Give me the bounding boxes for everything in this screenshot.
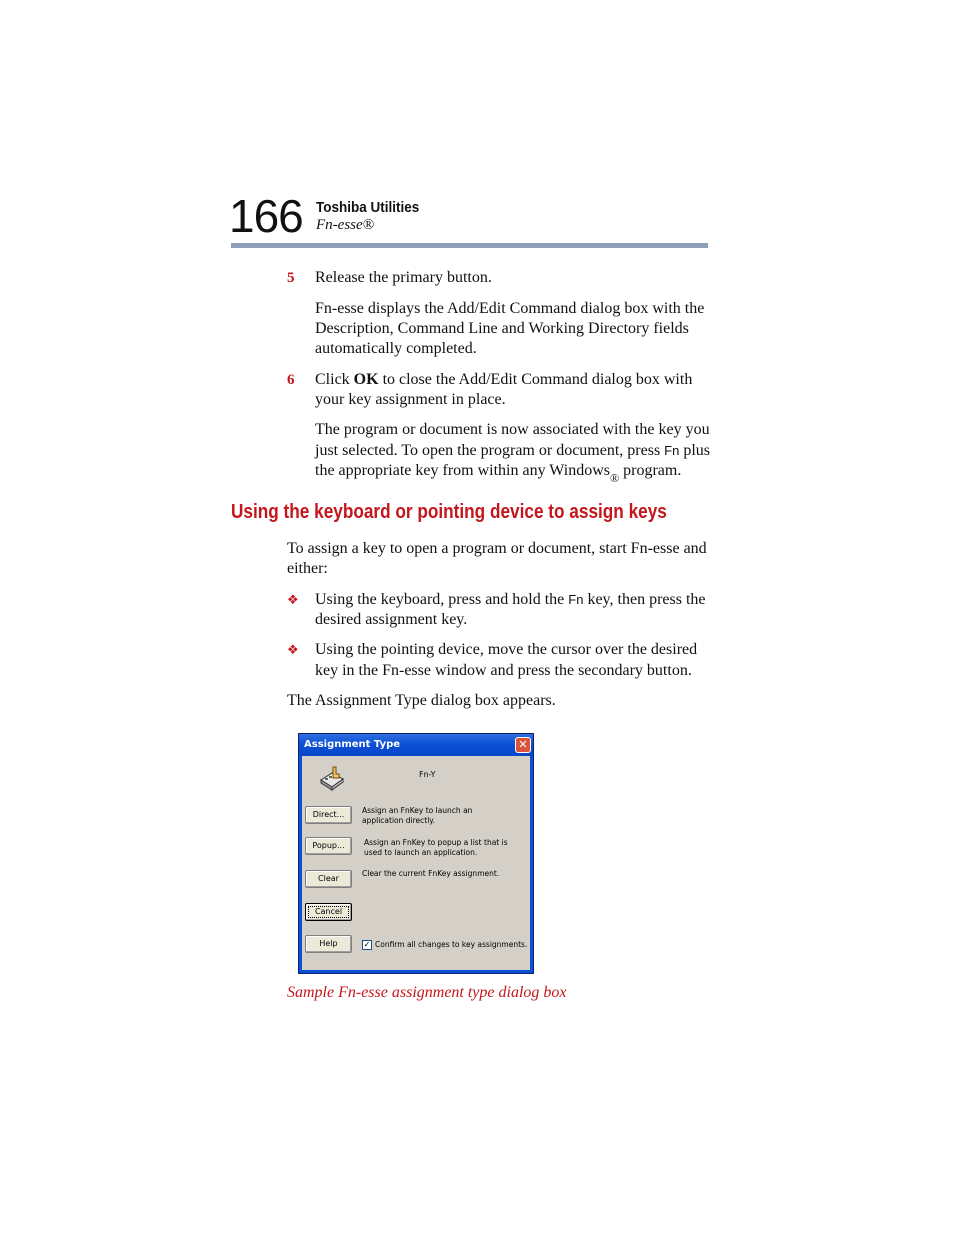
confirm-checkbox[interactable]: ✓ — [363, 940, 371, 949]
clear-description: Clear the current FnKey assignment. — [362, 869, 500, 878]
fn-key: Fn — [568, 592, 584, 607]
direct-description-line: application directly. — [362, 816, 436, 825]
after-text: The Assignment Type dialog box appears. — [287, 692, 556, 709]
step-5-followup-line: Description, Command Line and Working Directory fields — [315, 320, 689, 337]
bullet-line — [315, 590, 706, 611]
text-span: the appropriate key from within any Windows — [315, 462, 610, 479]
fn-key-label: Fn-Y — [419, 770, 436, 779]
popup-button[interactable]: Popup... — [305, 837, 352, 855]
text-span: plus — [679, 442, 711, 459]
text-span: program. — [619, 462, 682, 479]
fn-key: Fn — [664, 443, 680, 458]
bullet-line: key in the Fn-esse window and press the secondary button. — [315, 662, 692, 679]
section-title: Fn-esse® — [316, 217, 375, 233]
text-span: just selected. To open the program or document, press — [315, 442, 665, 459]
bullet-icon — [287, 590, 299, 611]
step-5-followup-line: Fn-esse displays the Add/Edit Command dialog box with the — [315, 300, 705, 317]
chapter-title: Toshiba Utilities — [316, 199, 420, 216]
page-number: 166 — [229, 190, 303, 242]
step-6-followup-line — [315, 441, 710, 462]
dialog-titlebar[interactable] — [299, 734, 533, 756]
section-heading: Using the keyboard or pointing device to assign keys — [231, 501, 667, 523]
popup-description-line: Assign an FnKey to popup a list that is — [364, 838, 508, 847]
ok-bold: OK — [353, 371, 379, 388]
header-rule — [231, 243, 708, 248]
step-6 — [287, 370, 295, 391]
assignment-type-dialog — [298, 733, 534, 974]
close-button[interactable]: ✕ — [515, 737, 531, 753]
registered-mark: ® — [610, 471, 620, 485]
step-6-text — [315, 370, 692, 391]
help-button[interactable]: Help — [305, 935, 352, 953]
keyboard-hand-icon — [318, 764, 346, 792]
bullet-icon — [287, 640, 299, 661]
clear-button[interactable]: Clear — [305, 870, 352, 888]
text-span: key, then press the — [583, 591, 706, 608]
step-5-text: Release the primary button. — [315, 269, 492, 286]
confirm-checkbox-label[interactable]: Confirm all changes to key assignments. — [375, 940, 528, 949]
cancel-button[interactable]: Cancel — [305, 903, 352, 921]
diamond-bullet-icon: ❖ — [287, 592, 299, 607]
bullet-line: Using the pointing device, move the cursor over the desired — [315, 641, 698, 658]
intro-line: To assign a key to open a program or document, start Fn-esse and — [287, 540, 707, 557]
step-6-followup-line — [315, 461, 682, 485]
figure-caption: Sample Fn-esse assignment type dialog box — [287, 984, 567, 1001]
bullet-line: desired assignment key. — [315, 611, 468, 628]
step-number: 5 — [287, 270, 295, 286]
dialog-frame-bottom — [299, 970, 533, 973]
popup-description-line: used to launch an application. — [364, 848, 478, 857]
dialog-title: Assignment Type — [304, 739, 401, 750]
step-5 — [287, 268, 295, 289]
diamond-bullet-icon: ❖ — [287, 642, 299, 657]
dialog-frame-left — [299, 756, 302, 973]
intro-line: either: — [287, 560, 328, 577]
text-span: Click — [315, 371, 354, 388]
direct-description-line: Assign an FnKey to launch an — [362, 806, 473, 815]
step-number: 6 — [287, 372, 295, 388]
text-span: to close the Add/Edit Command dialog box with — [378, 371, 693, 388]
step-6-line2: your key assignment in place. — [315, 391, 506, 408]
direct-button[interactable]: Direct... — [305, 806, 352, 824]
step-6-followup-line: The program or document is now associated with the key you — [315, 421, 710, 438]
dialog-frame-right — [530, 756, 533, 973]
step-5-followup-line: automatically completed. — [315, 340, 477, 357]
text-span: Using the keyboard, press and hold the — [315, 591, 569, 608]
